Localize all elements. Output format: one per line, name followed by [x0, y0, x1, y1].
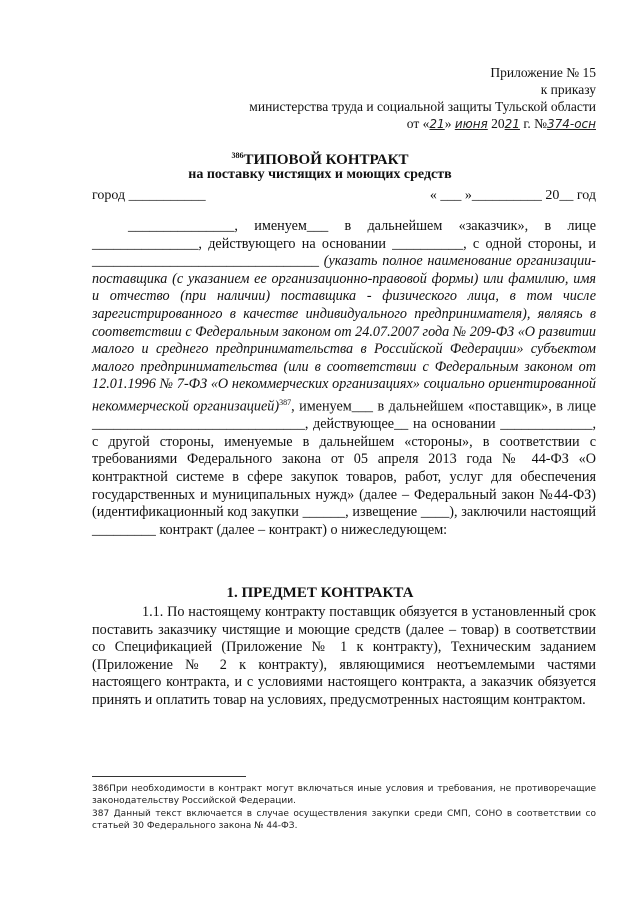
appendix-date-line: от «21» июня 2021 г. №374-осн	[406, 116, 596, 131]
footnote-387: 387 Данный текст включается в случае осуществления закупки среди СМП, СОНО в соответствии со статьей 30 Федерального закона № 44-ФЗ.	[92, 809, 596, 831]
appendix-number: Приложение № 15	[490, 65, 596, 80]
handwritten-order-number: 374-осн	[546, 117, 596, 131]
city-date-line	[92, 188, 596, 204]
document-title: $^{386}$ТИПОВОЙ КОНТРАКТ	[231, 151, 409, 168]
section-1-heading: 1. ПРЕДМЕТ КОНТРАКТА	[226, 585, 414, 601]
footnote-divider	[92, 776, 246, 777]
appendix-header	[249, 64, 596, 133]
handwritten-day: 21	[429, 117, 445, 131]
footnote-386: 386При необходимости в контракт могут включаться иные условия и требования, не противоречащие законодательству Российской Федерации.	[92, 784, 596, 806]
document-subtitle: на поставку чистящих и моющих средств	[188, 167, 452, 182]
appendix-order-ref: к приказу	[540, 82, 596, 97]
title-footnote-mark: 386	[231, 151, 244, 160]
city-field: город ___________	[92, 188, 206, 203]
clause-1-1: 1.1. По настоящему контракту поставщик обязуется в установленный срок поставить заказчику чистящие и моющие средств (далее – товар) в соответствии со Спецификацией (Приложение № 1 к контракту), Техническим заданием (Приложение № 2 к контракту), являющимися неотъемлемыми частями настоящего контракта, и с условиями настоящего контракта, а заказчик обязуется принять и оплатить товар на условиях, предусмотренных настоящим контрактом.	[92, 604, 596, 708]
section-1-body	[92, 604, 596, 710]
preamble	[92, 218, 596, 539]
handwritten-month: июня	[454, 117, 488, 131]
handwritten-year: 21	[504, 117, 520, 131]
appendix-ministry: министерства труда и социальной защиты Тульской области	[249, 99, 596, 114]
footnote-mark-387: 387	[279, 397, 292, 407]
contract-date-field: « ___ »__________ 20__ год	[429, 188, 596, 203]
footnotes	[92, 783, 596, 833]
preamble-paragraph: _______________, именуем___ в дальнейшем «заказчик», в лице _______________, действующего на основании __________, с одной стороны, и ________________________________ (указать полное наименование организации-поставщика (с указанием ее организационно-правовой формы) или фамилию, имя и отчество (при наличии) поставщика - физического лица, в том числе зарегистрированного в качестве индивидуального предпринимателя), являясь в соответствии с Федеральным законом от 24.07.2007 года № 209-ФЗ «О развитии малого и среднего предпринимательства в Российской Федерации» субъектом малого предпринимательства (или в соответствии с Федеральным законом от 12.01.1996 № 7-ФЗ «О некоммерческих организациях» социально ориентированной некоммерческой организацией)$^{387}$, именуем___ в дальнейшем «поставщик», в лице ______________________________, действующее__ на основании _____________, с другой стороны, именуемые в дальнейшем «стороны», в соответствии с требованиями Федерального закона от 05 апреля 2013 года № 44-ФЗ «О контрактной системе в сфере закупок товаров, работ, услуг для обеспечения государственных и муниципальных нужд» (далее – Федеральный закон №44-ФЗ) (идентификационный код закупки ______, извещение ____), заключили настоящий _________ контракт (далее – контракт) о нижеследующем:	[92, 218, 597, 538]
